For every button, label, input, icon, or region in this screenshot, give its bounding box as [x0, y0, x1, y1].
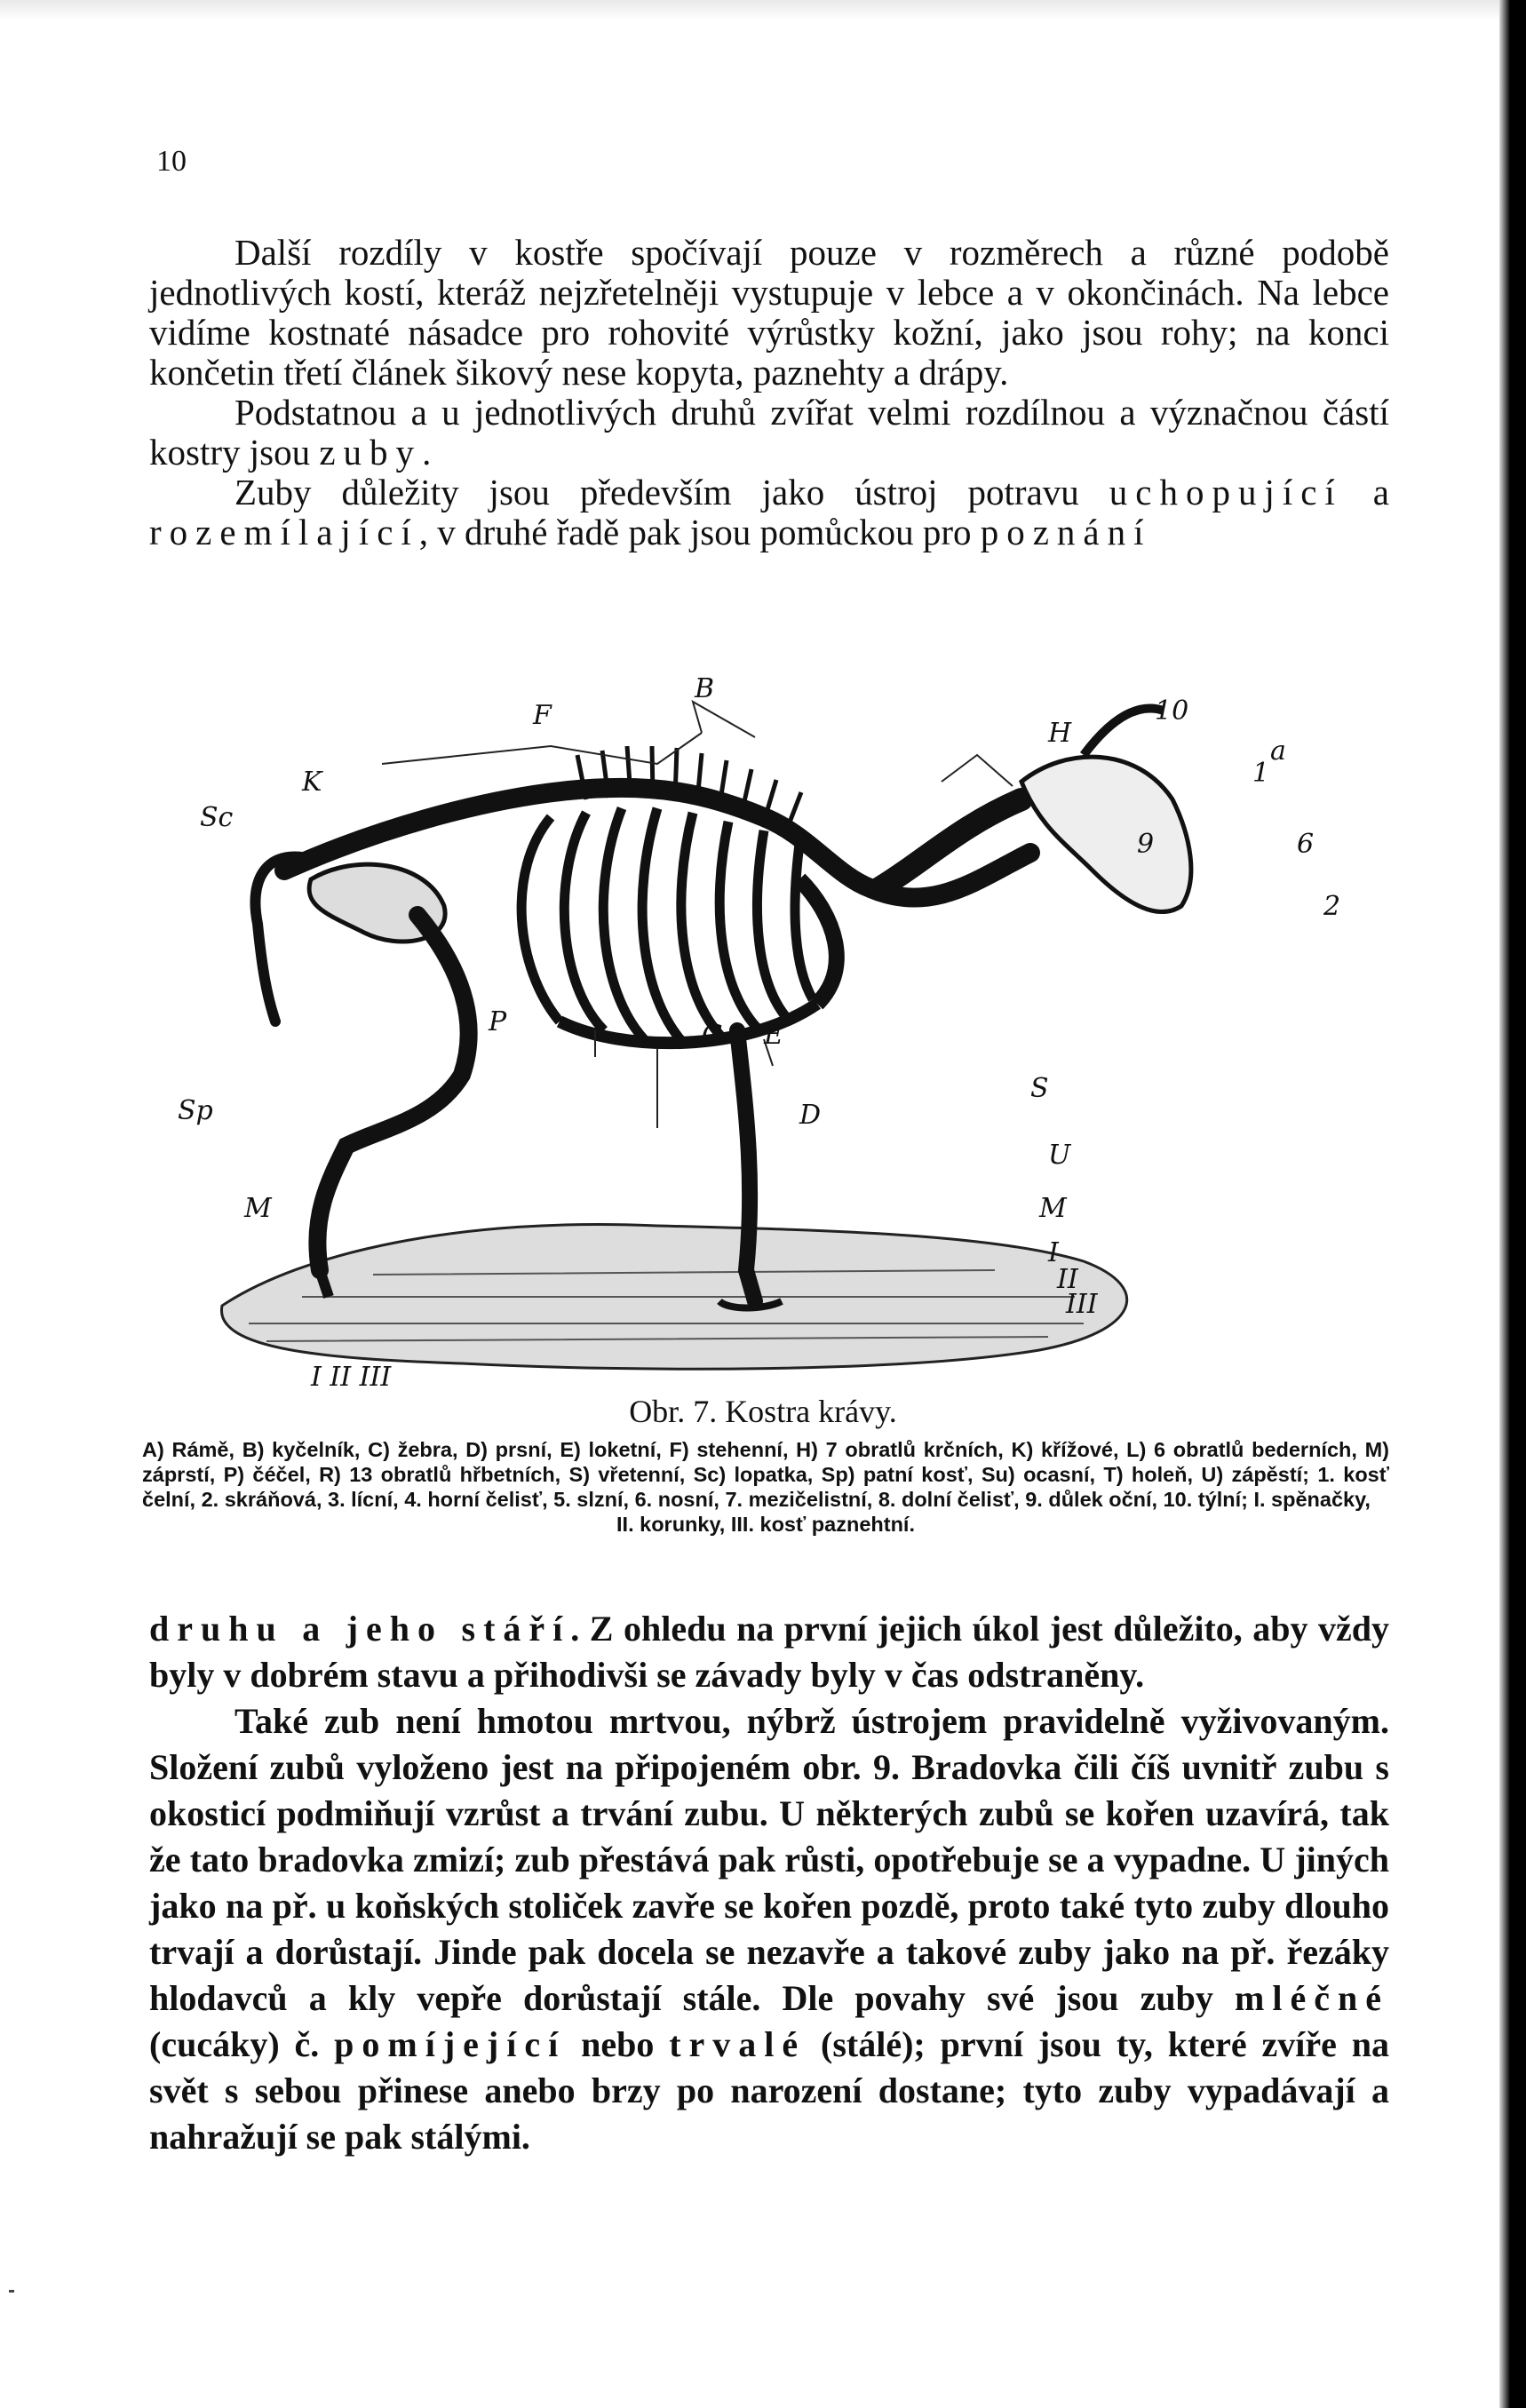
paragraph-3	[149, 473, 1389, 552]
figure-label: 2	[1323, 891, 1341, 922]
figure-label: M	[1039, 1193, 1067, 1224]
figure-label: S	[1030, 1073, 1049, 1104]
figure-caption: Obr. 7. Kostra krávy.	[629, 1394, 897, 1429]
figure-label: Sc	[200, 802, 234, 833]
figure-label: 1	[1252, 758, 1270, 789]
figure-label: U	[1048, 1140, 1071, 1171]
emphasis-rozemilajici: rozemílající	[149, 512, 419, 552]
emphasis-uchopujici: uchopující	[1109, 472, 1343, 513]
emphasis-mlecne: mléčné	[1235, 1978, 1389, 2018]
paragraph-2	[149, 393, 1389, 473]
figure-label: B	[695, 673, 715, 704]
figure-legend-text: A) Rámě, B) kyčelník, C) žebra, D) prsní, E) loketní, F) stehenní, H) 7 obratlů krčních, K) křížové, L) 6 obratlů bederních, M) záprstí, P) čéčel, R) 13 obratlů hřbetních, S) vřetenní, Sc) lopatka, Sp) patní kosť, Su) ocasní, T) holeň, U) zápěstí; 1. kosť čelní, 2. skráňová, 3. lícní, 4. horní čelisť, 5. slzní, 6. nosní, 7. mezičelistní, 8. dolní čelisť, 9. důlek oční, 10. týlní; I. spěnačky,	[142, 1438, 1389, 1511]
paragraph-4	[149, 1606, 1389, 1698]
paragraph-3-text-b: a	[1342, 472, 1389, 513]
figure-label: 9	[1137, 829, 1155, 860]
scan-speck	[9, 2290, 14, 2293]
figure-label: Sp	[178, 1095, 213, 1126]
cow-skeleton-figure	[178, 648, 1350, 1395]
figure-label: P	[489, 1006, 507, 1037]
paragraph-5-text-b: (cucáky) č.	[149, 2024, 335, 2064]
scan-top-shadow	[0, 0, 1501, 20]
paragraph-1-text: Další rozdíly v kostře spočívají pouze v rozměrech a různé podobě jednotlivých kostí, kteráž nejzřetelněji vystupuje v lebce a v okončinách. Na lebce vidíme kostnaté násadce pro rohovité výrůstky kožní, jako jsou rohy; na konci končetin třetí článek šikový nese kopyta, paznehty a drápy.	[149, 232, 1389, 393]
figure-label: I	[1048, 1237, 1059, 1268]
figure-label: II	[1057, 1264, 1078, 1295]
figure-label: I II III	[311, 1362, 392, 1393]
figure-legend-last-line: II. korunky, III. kosť paznehtní.	[616, 1513, 915, 1536]
figure-label: K	[302, 767, 322, 798]
paragraph-4-text: . Z ohledu na první jejich úkol jest důležito, aby vždy byly v dobrém stavu a přihodivši se závady byly v čas odstraněny.	[149, 1609, 1389, 1695]
figure-label: 10	[1155, 695, 1189, 727]
paragraph-5-text-a: Také zub není hmotou mrtvou, nýbrž ústrojem pravidelně vyživovaným. Složení zubů vyloženo jest na připojeném obr. 9. Bradovka čili číš uvnitř zubu s okosticí podmiňují vzrůst a trvání zubu. U některých zubů se kořen uzavírá, tak že tato bradovka zmizí; zub přestává pak růsti, opotřebuje se a vypadne. U jiných jako na př. u koňských stoliček zavře se kořen pozdě, proto také tyto zuby dlouho trvají a dorůstají. Jinde pak docela se nezavře a takové zuby jako na př. řezáky hlodavců a kly vepře dorůstají stále. Dle povahy své jsou zuby	[149, 1701, 1389, 2018]
figure-label: E	[764, 1020, 783, 1051]
emphasis-pomijejici: pomíjející	[334, 2024, 567, 2064]
paragraph-3-text-c: , v druhé řadě pak jsou pomůckou pro	[418, 512, 981, 552]
figure-label: C	[702, 1020, 722, 1051]
upper-text	[149, 233, 1389, 552]
paragraph-5	[149, 1698, 1389, 2160]
emphasis-druhu-a-jeho-stari: druhu a jeho stáří	[149, 1609, 571, 1649]
figure-label: D	[799, 1100, 822, 1131]
paragraph-2-end: .	[422, 432, 432, 473]
emphasis-zuby: zuby	[319, 432, 423, 473]
emphasis-trvale: trvalé	[669, 2024, 807, 2064]
figure-label: M	[244, 1193, 272, 1224]
figure-label: 6	[1297, 829, 1315, 860]
figure-legend	[142, 1437, 1389, 1537]
lower-text	[149, 1606, 1389, 2160]
paragraph-3-text-a: Zuby důležity jsou především jako ústroj potravu	[234, 472, 1109, 513]
emphasis-poznani: poznání	[980, 512, 1152, 552]
scan-right-border	[1499, 0, 1526, 2408]
cow-skeleton-illustration	[178, 648, 1350, 1395]
paragraph-5-text-c: nebo	[566, 2024, 670, 2064]
paragraph-1	[149, 233, 1389, 393]
paragraph-5-text-d: (stálé); první jsou ty, které zvíře na svět s sebou přinese anebo brzy po narození dostane; tyto zuby vypadávají a nahražují se pak stálými.	[149, 2024, 1389, 2157]
figure-label: III	[1066, 1289, 1098, 1320]
figure-label: H	[1048, 718, 1072, 749]
figure-label: a	[1270, 735, 1286, 767]
figure-label: F	[533, 700, 552, 731]
paragraph-2-text: Podstatnou a u jednotlivých druhů zvířat velmi rozdílnou a význačnou částí kostry jsou	[149, 392, 1389, 473]
page-number: 10	[156, 145, 187, 178]
